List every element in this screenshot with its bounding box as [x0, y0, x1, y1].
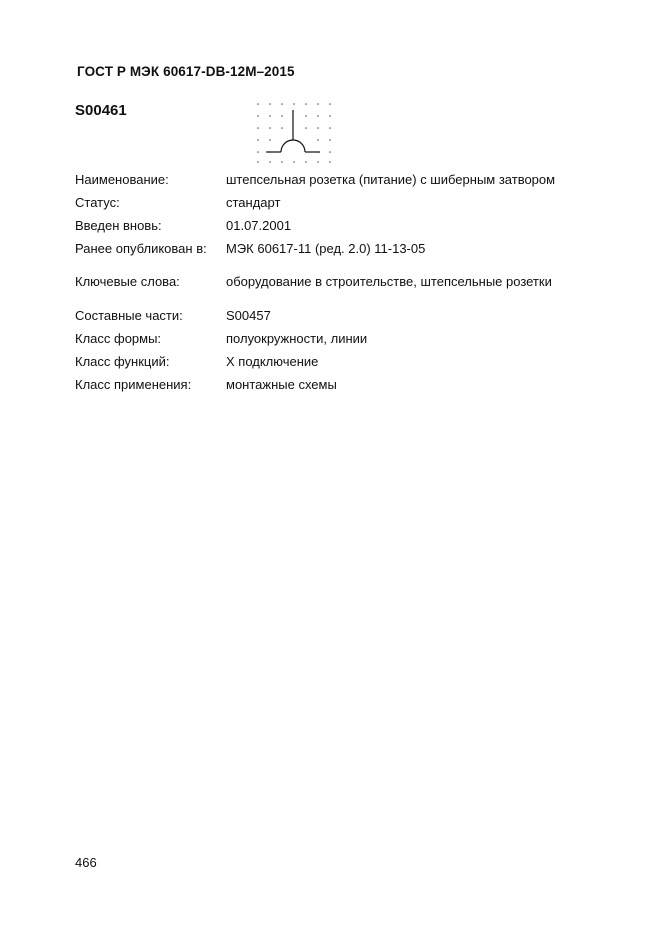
property-label: Класс формы: [75, 331, 162, 346]
property-row-name [75, 170, 635, 190]
property-label: Ключевые слова: [75, 274, 180, 289]
property-row-function-class [75, 352, 635, 372]
property-row-keywords [75, 272, 635, 292]
property-row-shape-class [75, 329, 635, 349]
property-label: Статус: [75, 195, 120, 210]
property-label: Класс функций: [75, 354, 170, 369]
grid-dots [257, 103, 331, 163]
property-label: Составные части: [75, 308, 183, 323]
property-row-status [75, 193, 635, 213]
property-value: стандарт [226, 195, 281, 210]
property-label: Ранее опубликован в: [75, 241, 207, 256]
symbol-code: S00461 [75, 102, 127, 119]
page-number: 466 [75, 855, 97, 870]
property-value: монтажные схемы [226, 377, 337, 392]
property-value: МЭК 60617-11 (ред. 2.0) 11-13-05 [226, 241, 426, 256]
property-row-application-class [75, 375, 635, 395]
property-value: S00457 [226, 308, 271, 323]
property-label: Наименование: [75, 172, 169, 187]
property-value: оборудование в строительстве, штепсельные розетки [226, 274, 552, 289]
property-value: штепсельная розетка (питание) с шиберным затвором [226, 172, 556, 187]
symbol-strokes [266, 110, 320, 152]
property-label: Класс применения: [75, 377, 192, 392]
property-value: 01.07.2001 [226, 218, 292, 233]
socket-with-shutter-symbol-icon [250, 96, 340, 166]
property-value: полуокружности, линии [226, 331, 368, 346]
property-row-introduced [75, 216, 635, 236]
property-row-components [75, 306, 635, 326]
document-header: ГОСТ Р МЭК 60617-DB-12M–2015 [77, 64, 295, 79]
property-value: X подключение [226, 354, 319, 369]
property-label: Введен вновь: [75, 218, 162, 233]
property-row-previously-published [75, 239, 635, 259]
